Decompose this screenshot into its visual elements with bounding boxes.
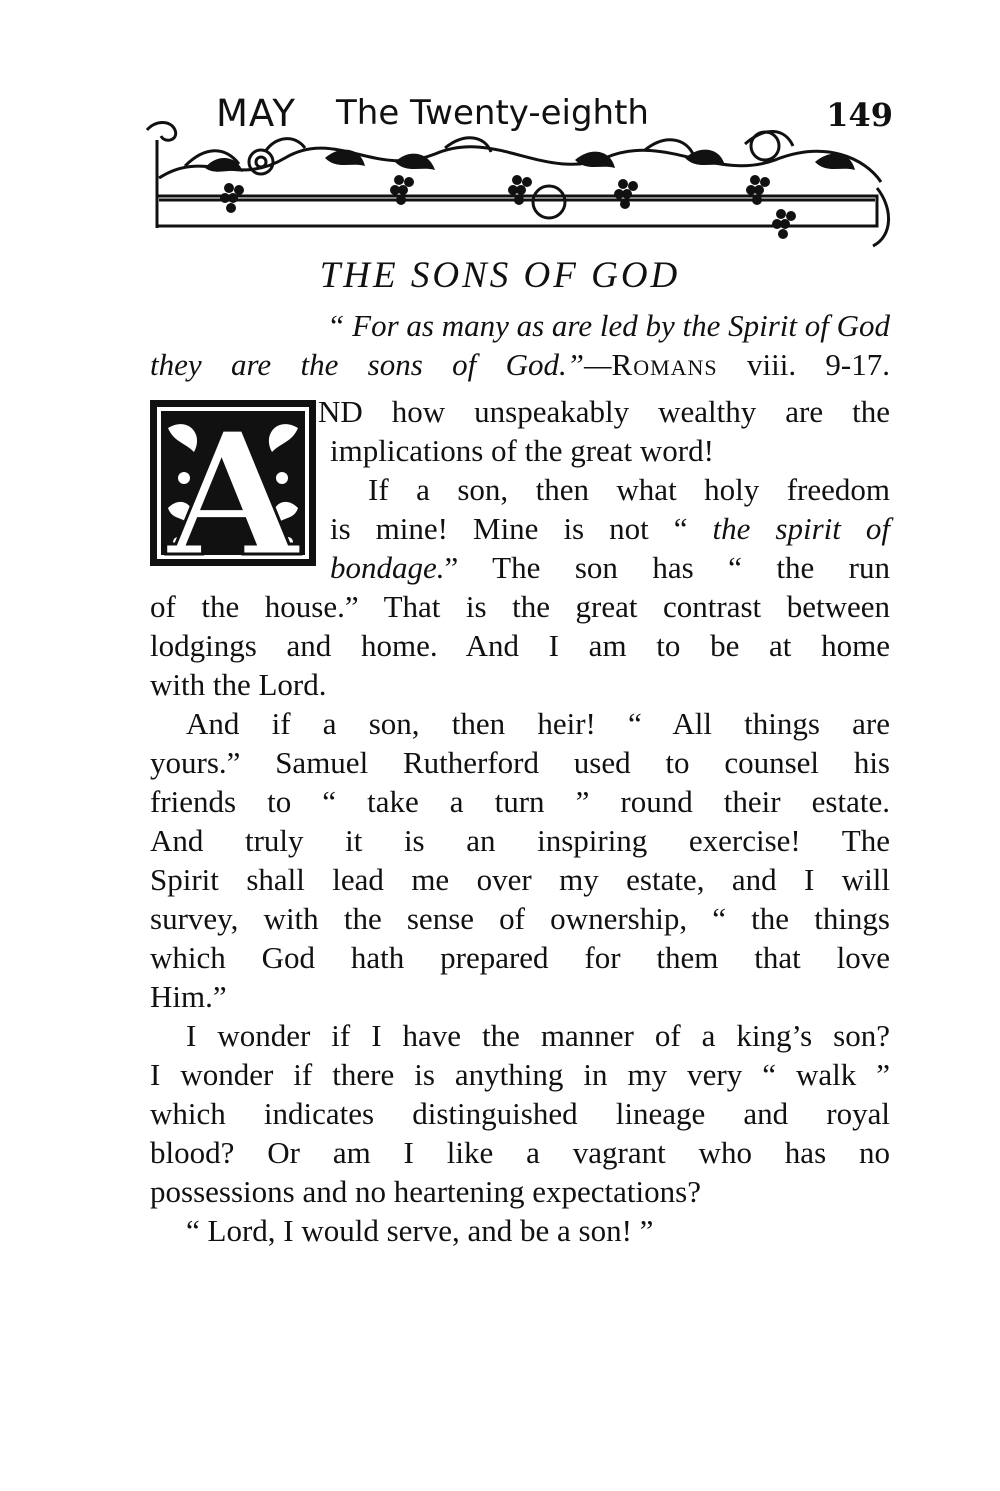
body-text-run: ” The son has “ the run xyxy=(444,550,890,585)
body-line: Him.” xyxy=(150,979,227,1014)
epigraph-reference-book: Romans xyxy=(611,347,718,382)
body-line xyxy=(150,548,890,587)
epigraph-text: they are the sons of God.”— xyxy=(150,347,612,382)
body-line: “ Lord, I would serve, and be a son! ” xyxy=(186,1213,654,1248)
dropcap-letter: A xyxy=(167,398,299,568)
body-line: which God hath prepared for them that love xyxy=(150,940,890,975)
body-line: And if a son, then heir! “ All things are xyxy=(186,706,890,741)
body-line: blood? Or am I like a vagrant who has no xyxy=(150,1135,890,1170)
epigraph-reference-verses: viii. 9-17. xyxy=(717,347,890,382)
body-text xyxy=(150,392,890,1250)
body-line: survey, with the sense of ownership, “ the things xyxy=(150,901,890,936)
epigraph-line-1: “ For as many as are led by the Spirit of God xyxy=(327,308,890,343)
body-line: possessions and no heartening expectations? xyxy=(150,1174,701,1209)
body-line xyxy=(150,509,890,548)
epigraph xyxy=(150,306,890,384)
body-line: yours.” Samuel Rutherford used to counsel his xyxy=(150,745,890,780)
body-line: implications of the great word! xyxy=(330,433,714,468)
grapevine-banner-icon xyxy=(145,118,897,258)
running-head-month: MAY xyxy=(216,92,296,135)
body-italic-run: the spirit of xyxy=(712,511,890,546)
body-line: I wonder if I have the manner of a king’s son? xyxy=(186,1018,890,1053)
body-line: Spirit shall lead me over my estate, and I will xyxy=(150,862,890,897)
body-line: with the Lord. xyxy=(150,667,327,702)
page-title: THE SONS OF GOD xyxy=(319,255,681,296)
body-line: And truly it is an inspiring exercise! The xyxy=(150,823,890,858)
body-text-run: is mine! Mine is not “ xyxy=(330,511,713,546)
body-line: I wonder if there is anything in my very “ walk ” xyxy=(150,1057,890,1092)
body-line: ND how unspeakably wealthy are the xyxy=(318,394,890,429)
epigraph-line-2 xyxy=(150,345,890,384)
running-head-date: The Twenty-eighth xyxy=(336,93,649,133)
body-line: friends to “ take a turn ” round their estate. xyxy=(150,784,890,819)
body-line: which indicates distinguished lineage and royal xyxy=(150,1096,890,1131)
page-number: 149 xyxy=(826,96,893,134)
body-line: of the house.” That is the great contrast between xyxy=(150,589,890,624)
body-line: If a son, then what holy freedom xyxy=(368,472,890,507)
body-italic-run: bondage. xyxy=(330,550,445,585)
body-line: lodgings and home. And I am to be at home xyxy=(150,628,890,663)
